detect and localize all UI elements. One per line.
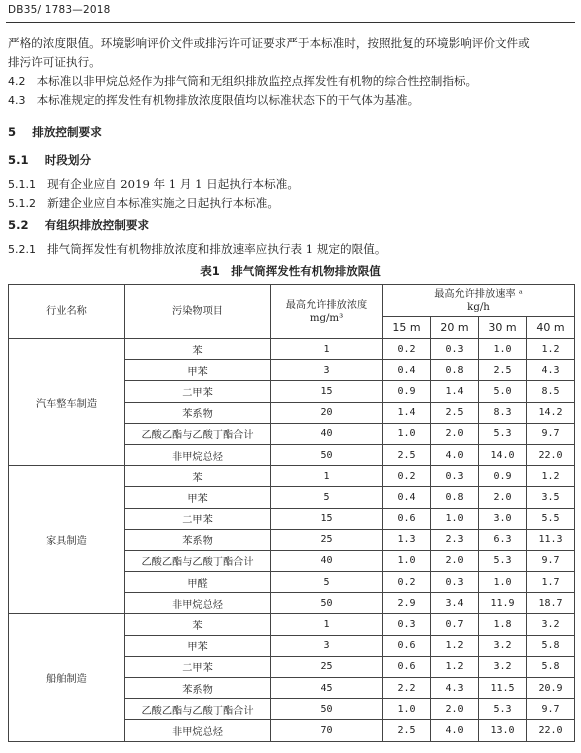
rate-30m-cell: 5.3 [479,699,527,720]
header-height-15m: 15 m [383,317,431,339]
rate-30m-cell: 5.3 [479,550,527,571]
concentration-cell: 50 [271,699,383,720]
rate-30m-cell: 8.3 [479,402,527,423]
pollutant-cell: 甲苯 [125,487,271,508]
rate-20m-cell: 0.8 [431,360,479,381]
rate-20m-cell: 0.3 [431,572,479,593]
rate-40m-cell: 20.9 [527,678,575,699]
section-number: 5.2 [8,218,29,232]
rate-15m-cell: 1.4 [383,402,431,423]
rate-20m-cell: 2.3 [431,529,479,550]
rate-15m-cell: 2.9 [383,593,431,614]
rate-15m-cell: 0.2 [383,339,431,360]
rate-30m-cell: 3.2 [479,656,527,677]
clause-number: 5.2.1 [8,243,36,256]
rate-40m-cell: 3.5 [527,487,575,508]
section-5-2-heading [8,217,149,233]
clause-number: 4.3 [8,94,26,107]
concentration-cell: 40 [271,550,383,571]
rate-30m-cell: 1.0 [479,572,527,593]
rate-20m-cell: 2.0 [431,550,479,571]
section-5-1-heading [8,152,91,168]
table-row [9,339,575,360]
pollutant-cell: 苯系物 [125,529,271,550]
clause-text: 本标准规定的挥发性有机物排放浓度限值均以标准状态下的干气体为基准。 [36,93,420,107]
rate-40m-cell: 5.5 [527,508,575,529]
rate-15m-cell: 0.6 [383,656,431,677]
header-height-30m: 30 m [479,317,527,339]
concentration-cell: 50 [271,444,383,465]
rate-15m-cell: 1.0 [383,550,431,571]
pollutant-cell: 乙酸乙酯与乙酸丁酯合计 [125,423,271,444]
emission-rate-unit: kg/h [467,301,490,313]
pollutant-cell: 苯系物 [125,402,271,423]
clause-text: 本标准以非甲烷总烃作为排气筒和无组织排放监控点挥发性有机物的综合性控制指标。 [36,74,478,88]
rate-20m-cell: 1.2 [431,656,479,677]
header-height-20m: 20 m [431,317,479,339]
rate-15m-cell: 1.0 [383,699,431,720]
rate-20m-cell: 0.7 [431,614,479,635]
section-number: 5 [8,125,17,139]
rate-15m-cell: 0.3 [383,614,431,635]
rate-30m-cell: 13.0 [479,720,527,741]
pollutant-cell: 非甲烷总烃 [125,444,271,465]
concentration-cell: 40 [271,423,383,444]
rate-40m-cell: 11.3 [527,529,575,550]
rate-20m-cell: 0.8 [431,487,479,508]
pollutant-cell: 甲苯 [125,635,271,656]
header-industry: 行业名称 [9,285,125,339]
clause-text: 新建企业应自本标准实施之日起执行本标准。 [47,196,279,210]
rate-20m-cell: 4.3 [431,678,479,699]
rate-30m-cell: 14.0 [479,444,527,465]
rate-30m-cell: 0.9 [479,466,527,487]
rate-15m-cell: 2.2 [383,678,431,699]
rate-40m-cell: 1.7 [527,572,575,593]
pollutant-cell: 非甲烷总烃 [125,593,271,614]
clause-4-3 [8,92,419,108]
pollutant-cell: 苯 [125,466,271,487]
emission-limits-table [8,284,575,742]
rate-15m-cell: 0.6 [383,635,431,656]
rate-40m-cell: 22.0 [527,444,575,465]
pollutant-cell: 非甲烷总烃 [125,720,271,741]
document-header: DB35/ 1783—2018 [8,4,111,16]
industry-cell: 汽车整车制造 [9,339,125,466]
pollutant-cell: 二甲苯 [125,656,271,677]
rate-40m-cell: 5.8 [527,635,575,656]
pollutant-cell: 乙酸乙酯与乙酸丁酯合计 [125,699,271,720]
rate-30m-cell: 1.0 [479,339,527,360]
pollutant-cell: 苯 [125,339,271,360]
rate-30m-cell: 6.3 [479,529,527,550]
concentration-cell: 20 [271,402,383,423]
concentration-cell: 25 [271,656,383,677]
emission-rate-label: 最高允许排放速率 ᵃ [434,288,523,300]
rate-30m-cell: 2.5 [479,360,527,381]
clause-4-2 [8,73,477,89]
concentration-cell: 15 [271,381,383,402]
pollutant-cell: 二甲苯 [125,381,271,402]
rate-20m-cell: 4.0 [431,444,479,465]
section-title: 排放控制要求 [32,125,102,139]
rate-15m-cell: 0.4 [383,487,431,508]
concentration-cell: 1 [271,466,383,487]
concentration-label: 最高允许排放浓度 [285,299,368,311]
concentration-cell: 25 [271,529,383,550]
rate-30m-cell: 2.0 [479,487,527,508]
industry-cell: 船舶制造 [9,614,125,741]
rate-20m-cell: 2.5 [431,402,479,423]
rate-40m-cell: 9.7 [527,423,575,444]
table-row [9,466,575,487]
header-concentration [271,285,383,339]
pollutant-cell: 苯系物 [125,678,271,699]
rate-20m-cell: 1.0 [431,508,479,529]
rate-20m-cell: 4.0 [431,720,479,741]
pollutant-cell: 甲苯 [125,360,271,381]
pollutant-cell: 苯 [125,614,271,635]
rate-40m-cell: 9.7 [527,699,575,720]
header-emission-rate [383,285,575,317]
rate-20m-cell: 0.3 [431,466,479,487]
header-pollutant: 污染物项目 [125,285,271,339]
rate-20m-cell: 0.3 [431,339,479,360]
concentration-cell: 45 [271,678,383,699]
pollutant-cell: 甲醛 [125,572,271,593]
pollutant-cell: 二甲苯 [125,508,271,529]
clause-number: 4.2 [8,75,26,88]
clause-text: 现有企业应自 2019 年 1 月 1 日起执行本标准。 [47,177,299,191]
rate-20m-cell: 2.0 [431,423,479,444]
rate-30m-cell: 11.5 [479,678,527,699]
section-number: 5.1 [8,153,29,167]
clause-number: 5.1.2 [8,197,36,210]
rate-30m-cell: 5.0 [479,381,527,402]
industry-cell: 家具制造 [9,466,125,614]
section-5-heading [8,124,102,140]
rate-20m-cell: 2.0 [431,699,479,720]
rate-15m-cell: 0.9 [383,381,431,402]
concentration-cell: 50 [271,593,383,614]
clause-5-1-1 [8,176,299,192]
rate-15m-cell: 1.0 [383,423,431,444]
section-title: 有组织排放控制要求 [44,218,150,232]
clause-text: 排气筒挥发性有机物排放浓度和排放速率应执行表 1 规定的限值。 [47,242,387,256]
rate-30m-cell: 11.9 [479,593,527,614]
rate-40m-cell: 18.7 [527,593,575,614]
rate-40m-cell: 8.5 [527,381,575,402]
rate-30m-cell: 5.3 [479,423,527,444]
rate-40m-cell: 14.2 [527,402,575,423]
section-title: 时段划分 [44,153,92,167]
rate-40m-cell: 22.0 [527,720,575,741]
rate-15m-cell: 0.2 [383,572,431,593]
rate-40m-cell: 5.8 [527,656,575,677]
clause-5-2-1 [8,241,386,257]
header-height-40m: 40 m [527,317,575,339]
paragraph-line: 排污许可证执行。 [8,55,101,69]
concentration-cell: 5 [271,487,383,508]
rate-20m-cell: 3.4 [431,593,479,614]
table-caption: 表1 排气筒挥发性有机物排放限值 [200,264,381,278]
rate-30m-cell: 3.0 [479,508,527,529]
rate-20m-cell: 1.4 [431,381,479,402]
rate-15m-cell: 2.5 [383,720,431,741]
concentration-cell: 3 [271,635,383,656]
clause-number: 5.1.1 [8,178,36,191]
table-row [9,614,575,635]
rate-40m-cell: 4.3 [527,360,575,381]
header-rule [6,22,575,23]
concentration-cell: 3 [271,360,383,381]
clause-5-1-2 [8,195,279,211]
paragraph-line: 严格的浓度限值。环境影响评价文件或排污许可证要求严于本标准时，按照批复的环境影响评价文件或 [8,36,530,50]
rate-15m-cell: 2.5 [383,444,431,465]
rate-15m-cell: 0.2 [383,466,431,487]
rate-40m-cell: 3.2 [527,614,575,635]
rate-30m-cell: 3.2 [479,635,527,656]
concentration-unit: mg/m³ [309,312,344,324]
concentration-cell: 15 [271,508,383,529]
concentration-cell: 1 [271,339,383,360]
rate-20m-cell: 1.2 [431,635,479,656]
rate-40m-cell: 1.2 [527,339,575,360]
rate-30m-cell: 1.8 [479,614,527,635]
rate-15m-cell: 0.6 [383,508,431,529]
pollutant-cell: 乙酸乙酯与乙酸丁酯合计 [125,550,271,571]
rate-40m-cell: 1.2 [527,466,575,487]
concentration-cell: 70 [271,720,383,741]
rate-15m-cell: 1.3 [383,529,431,550]
concentration-cell: 5 [271,572,383,593]
rate-40m-cell: 9.7 [527,550,575,571]
concentration-cell: 1 [271,614,383,635]
rate-15m-cell: 0.4 [383,360,431,381]
